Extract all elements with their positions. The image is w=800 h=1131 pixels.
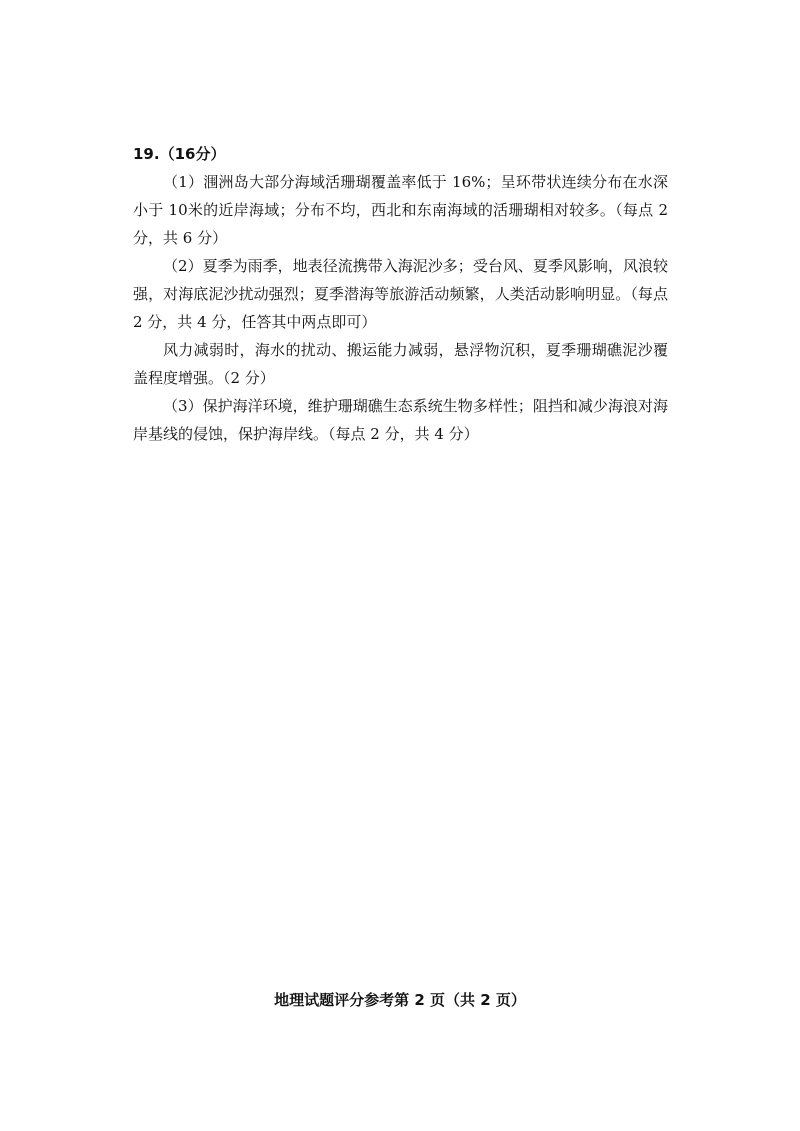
answer-part-2: （2）夏季为雨季，地表径流携带入海泥沙多；受台风、夏季风影响，风浪较强，对海底泥沙扰动强烈；夏季潜海等旅游活动频繁，人类活动影响明显。（每点 2 分，共 4 分，任答其中两点即可） (133, 257, 668, 331)
answer-part-2-supplement: 风力减弱时，海水的扰动、搬运能力减弱，悬浮物沉积，夏季珊瑚礁泥沙覆盖程度增强。（2 分） (133, 341, 668, 387)
question-heading: 19.（16分） (133, 145, 226, 163)
answer-part-1: （1）涠洲岛大部分海域活珊瑚覆盖率低于 16%；呈环带状连续分布在水深小于 10米的近岸海域；分布不均，西北和东南海域的活珊瑚相对较多。（每点 2 分，共 6 分） (133, 173, 668, 247)
answer-part-3: （3）保护海洋环境，维护珊瑚礁生态系统生物多样性；阻挡和减少海浪对海岸基线的侵蚀，保护海岸线。（每点 2 分，共 4 分） (133, 397, 668, 443)
page-footer: 地理试题评分参考第 2 页（共 2 页） (274, 991, 526, 1009)
answer-section (133, 140, 668, 448)
